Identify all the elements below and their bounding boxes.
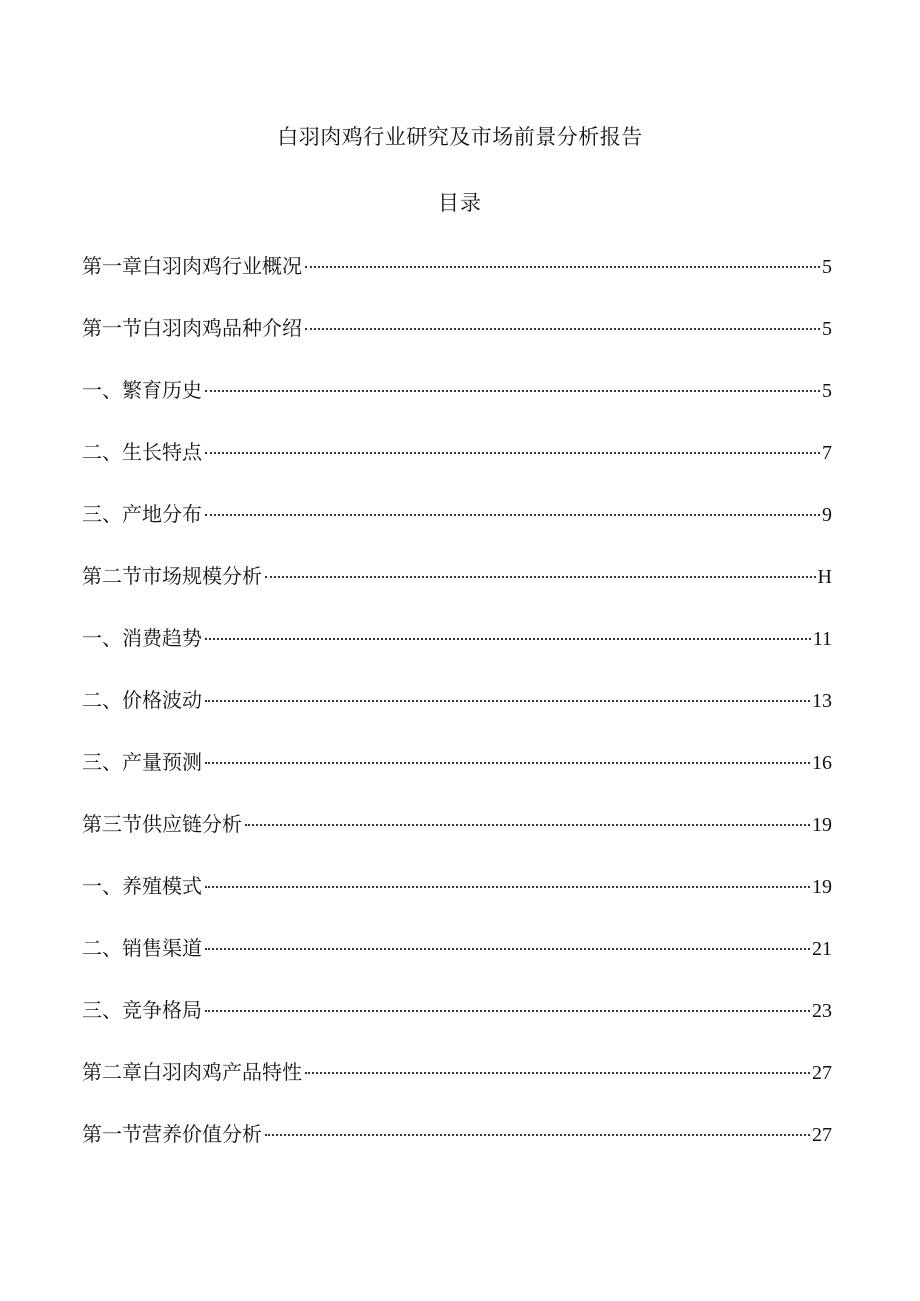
toc-entry[interactable] (82, 684, 832, 746)
toc-entry[interactable] (82, 498, 832, 560)
toc-entry[interactable] (82, 560, 832, 622)
toc-entry-label: 二、生长特点 (82, 440, 202, 464)
toc-entry-label: 三、产量预测 (82, 750, 202, 774)
toc-dot-leader (205, 886, 810, 888)
toc-entry-label: 第二章白羽肉鸡产品特性 (82, 1060, 302, 1084)
toc-entry-page: 11 (812, 628, 832, 650)
toc-entry-label: 第一节白羽肉鸡品种介绍 (82, 316, 302, 340)
toc-entry[interactable] (82, 870, 832, 932)
toc-entry[interactable] (82, 808, 832, 870)
toc-entry-label: 一、消费趋势 (82, 626, 202, 650)
toc-dot-leader (205, 514, 820, 516)
toc-entry[interactable] (82, 746, 832, 808)
toc-dot-leader (205, 762, 810, 764)
toc-entry-page: 9 (822, 504, 832, 526)
toc-dot-leader (205, 700, 810, 702)
toc-entry-page: 13 (812, 690, 832, 712)
toc-dot-leader (265, 1134, 810, 1136)
toc-entry-page: 7 (822, 442, 832, 464)
toc-dot-leader (205, 1010, 810, 1012)
toc-dot-leader (305, 328, 820, 330)
table-of-contents (82, 250, 832, 1180)
toc-entry-page: 23 (812, 1000, 832, 1022)
toc-entry[interactable] (82, 932, 832, 994)
toc-entry[interactable] (82, 436, 832, 498)
toc-entry[interactable] (82, 622, 832, 684)
toc-entry-label: 二、价格波动 (82, 688, 202, 712)
toc-dot-leader (205, 452, 820, 454)
toc-dot-leader (305, 266, 820, 268)
toc-entry-page: 5 (822, 380, 832, 402)
toc-entry-page: H (817, 566, 832, 588)
toc-entry-label: 一、繁育历史 (82, 378, 202, 402)
toc-dot-leader (205, 638, 811, 640)
document-title: 白羽肉鸡行业研究及市场前景分析报告 (277, 125, 643, 149)
toc-entry[interactable] (82, 312, 832, 374)
toc-entry-label: 三、竞争格局 (82, 998, 202, 1022)
toc-entry-page: 21 (812, 938, 832, 960)
toc-dot-leader (265, 576, 816, 578)
toc-entry-label: 第一节营养价值分析 (82, 1122, 262, 1146)
toc-entry-page: 5 (822, 318, 832, 340)
toc-entry-label: 一、养殖模式 (82, 874, 202, 898)
toc-dot-leader (205, 390, 820, 392)
toc-entry-page: 5 (822, 256, 832, 278)
toc-dot-leader (305, 1072, 810, 1074)
toc-entry-page: 19 (812, 814, 832, 836)
toc-entry[interactable] (82, 994, 832, 1056)
toc-entry-label: 三、产地分布 (82, 502, 202, 526)
toc-entry-label: 二、销售渠道 (82, 936, 202, 960)
toc-entry[interactable] (82, 250, 832, 312)
toc-entry-page: 27 (812, 1124, 832, 1146)
toc-entry-label: 第三节供应链分析 (82, 812, 242, 836)
toc-heading: 目录 (438, 191, 482, 215)
toc-entry-label: 第二节市场规模分析 (82, 564, 262, 588)
toc-entry[interactable] (82, 374, 832, 436)
toc-dot-leader (205, 948, 810, 950)
toc-entry-label: 第一章白羽肉鸡行业概况 (82, 254, 302, 278)
toc-entry[interactable] (82, 1118, 832, 1180)
toc-entry-page: 27 (812, 1062, 832, 1084)
toc-entry-page: 19 (812, 876, 832, 898)
toc-entry-page: 16 (812, 752, 832, 774)
toc-entry[interactable] (82, 1056, 832, 1118)
toc-dot-leader (245, 824, 810, 826)
